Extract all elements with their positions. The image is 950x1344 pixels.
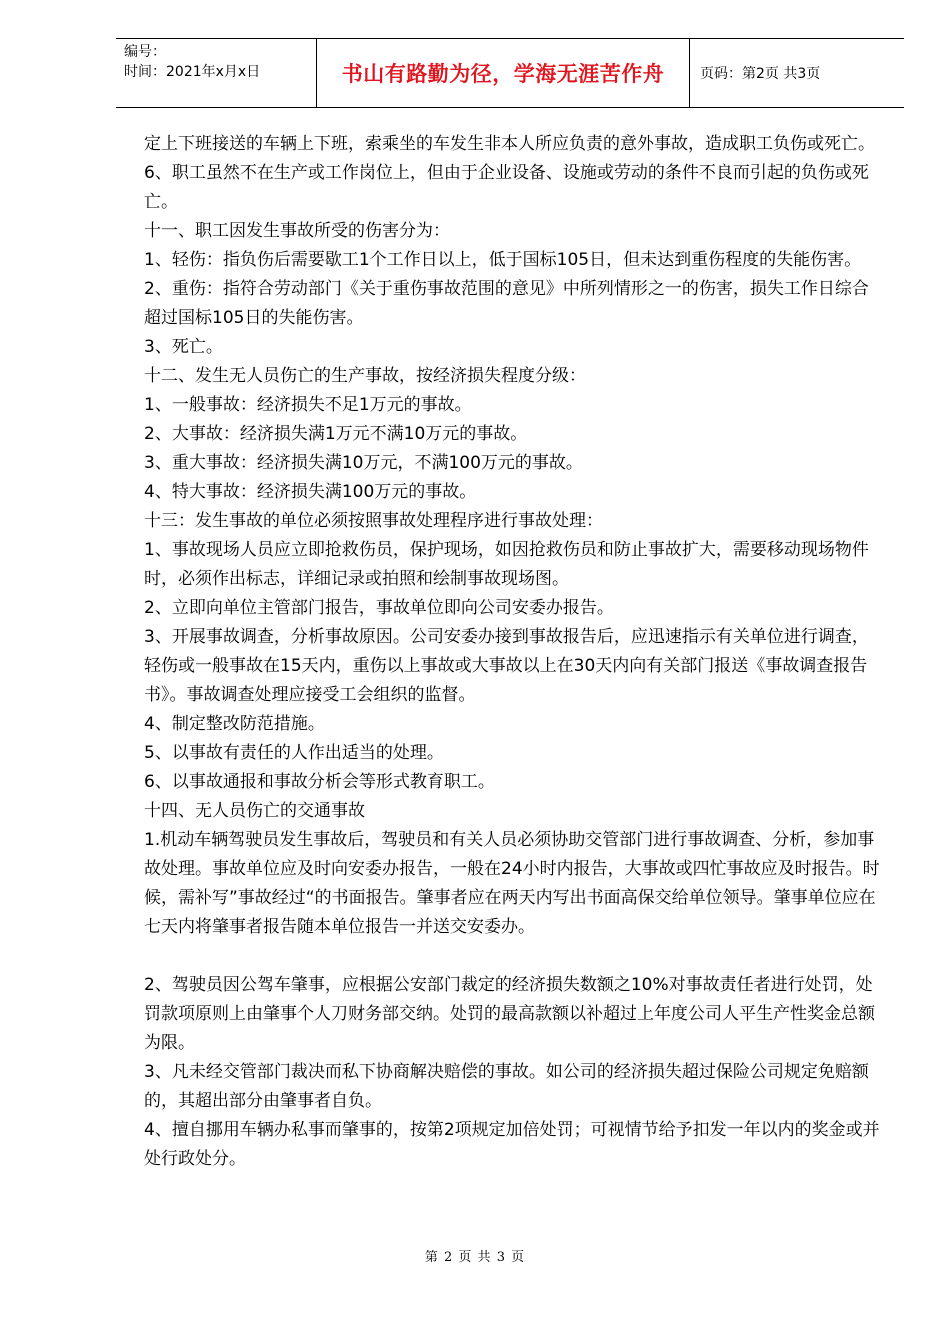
paragraph: 定上下班接送的车辆上下班，索乘坐的车发生非本人所应负责的意外事故，造成职工负伤或死亡。 <box>144 134 875 154</box>
paragraph: 3、重大事故：经济损失满10万元，不满100万元的事故。 <box>144 453 583 473</box>
header-meta <box>116 39 316 107</box>
page-footer: 第 2 页 共 3 页 <box>424 1250 526 1265</box>
paragraph: 2、驾驶员因公驾车肇事，应根据公安部门裁定的经济损失数额之10%对事故责任者进行处罚，处罚款项原则上由肇事个人刀财务部交纳。处罚的最高款额以补超过上年度公司人平生产性奖金总额为限。 <box>144 975 875 1053</box>
paragraph: 4、特大事故：经济损失满100万元的事故。 <box>144 482 477 502</box>
paragraph: 3、凡未经交管部门裁决而私下协商解决赔偿的事故。如公司的经济损失超过保险公司规定免赔额的，其超出部分由肇事者自负。 <box>144 1062 869 1111</box>
header-page-info: 页码：第2页 共3页 <box>700 66 821 82</box>
paragraph: 2、大事故：经济损失满1万元不满10万元的事故。 <box>144 424 528 444</box>
paragraph: 5、以事故有责任的人作出适当的处理。 <box>144 743 444 763</box>
page-header <box>116 38 904 108</box>
section-heading: 十一、职工因发生事故所受的伤害分为： <box>144 221 450 241</box>
paragraph: 4、制定整改防范措施。 <box>144 714 325 734</box>
paragraph: 4、擅自挪用车辆办私事而肇事的，按第2项规定加倍处罚；可视情节给予扣发一年以内的奖金或并处行政处分。 <box>144 1120 880 1169</box>
section-heading: 十三：发生事故的单位必须按照事故处理程序进行事故处理： <box>144 511 603 531</box>
paragraph: 2、重伤：指符合劳动部门《关于重伤事故范围的意见》中所列情形之一的伤害，损失工作日综合超过国标105日的失能伤害。 <box>144 279 869 328</box>
paragraph: 1.机动车辆驾驶员发生事故后，驾驶员和有关人员必须协助交管部门进行事故调查、分析，参加事故处理。事故单位应及时向安委办报告，一般在24小时内报告，大事故或四忙事故应及时报告。时候，需补写”事故经过“的书面报告。肇事者应在两天内写出书面高保交给单位领导。肇事单位应在七天内将肇事者报告随本单位报告一并送交安委办。 <box>144 830 880 937</box>
header-motto: 书山有路勤为径，学海无涯苦作舟 <box>316 39 690 107</box>
number-label: 编号： <box>124 44 166 60</box>
section-heading: 十四、无人员伤亡的交通事故 <box>144 801 365 821</box>
paragraph: 3、开展事故调查，分析事故原因。公司安委办接到事故报告后，应迅速指示有关单位进行调查，轻伤或一般事故在15天内，重伤以上事故或大事故以上在30天内向有关部门报送《事故调查报告书》。事故调查处理应接受工会组织的监督。 <box>144 627 869 705</box>
paragraph: 1、一般事故：经济损失不足1万元的事故。 <box>144 395 472 415</box>
document-body <box>144 130 884 1174</box>
paragraph: 1、轻伤：指负伤后需要歇工1个工作日以上，低于国标105日，但未达到重伤程度的失能伤害。 <box>144 250 862 270</box>
paragraph: 2、立即向单位主管部门报告，事故单位即向公司安委办报告。 <box>144 598 614 618</box>
paragraph: 6、职工虽然不在生产或工作岗位上，但由于企业设备、设施或劳动的条件不良而引起的负伤或死亡。 <box>144 163 869 212</box>
time-label: 时间：2021年x月x日 <box>124 64 261 80</box>
paragraph: 6、以事故通报和事故分析会等形式教育职工。 <box>144 772 495 792</box>
paragraph: 1、事故现场人员应立即抢救伤员，保护现场，如因抢救伤员和防止事故扩大，需要移动现场物件时，必须作出标志，详细记录或拍照和绘制事故现场图。 <box>144 540 869 589</box>
section-heading: 十二、发生无人员伤亡的生产事故，按经济损失程度分级： <box>144 366 586 386</box>
paragraph: 3、死亡。 <box>144 337 223 357</box>
